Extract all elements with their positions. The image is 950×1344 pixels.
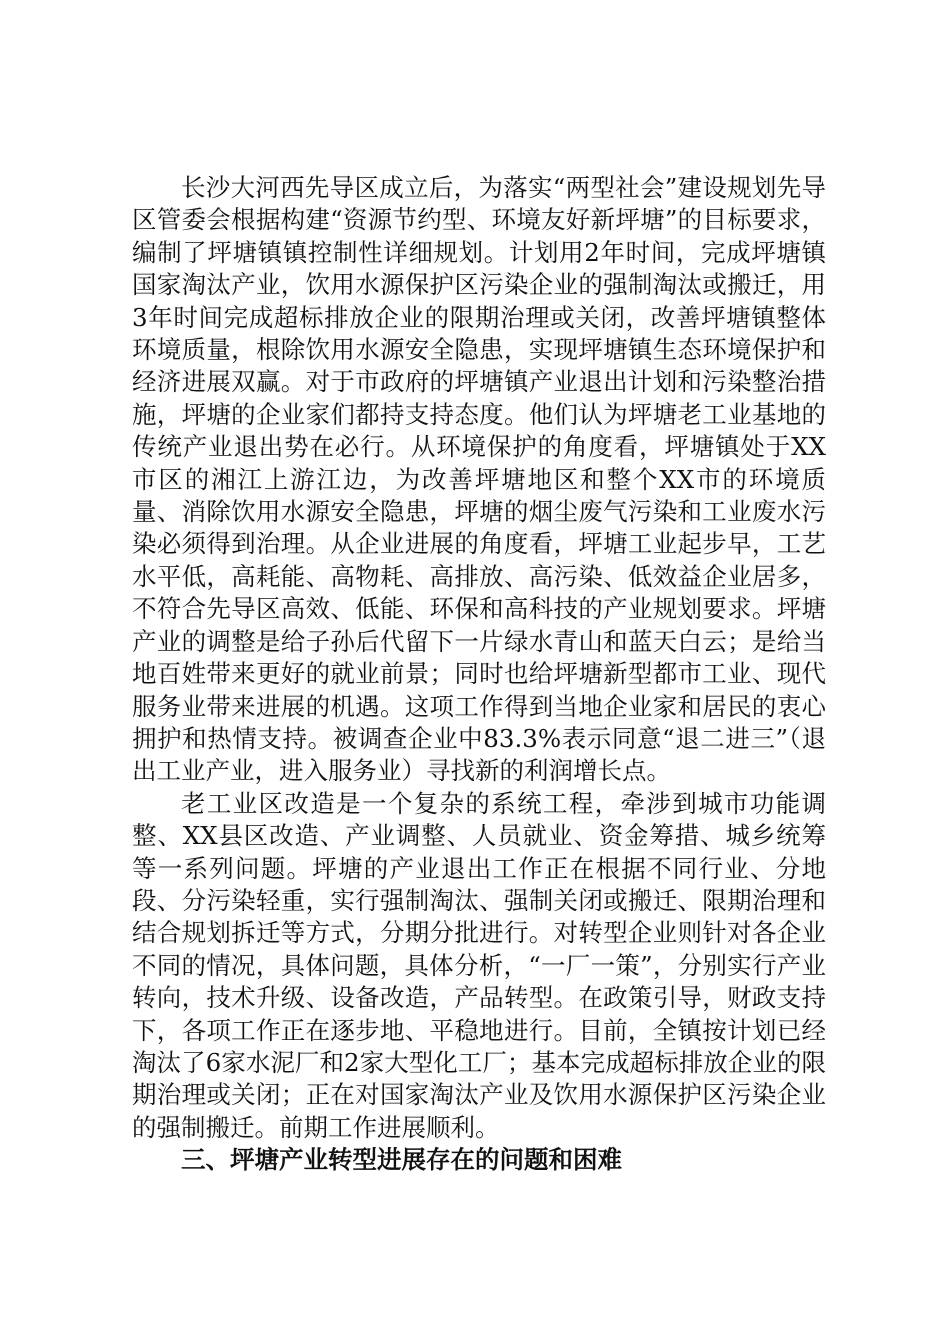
body-paragraph-1: 长沙大河西先导区成立后，为落实“两型社会”建设规划先导区管委会根据构建“资源节约型、环境友好新坪塘”的目标要求，编制了坪塘镇镇控制性详细规划。计划用2年时间，完成坪塘镇国家淘汰产业，饮用水源保护区污染企业的强制淘汰或搬迁，用3年时间完成超标排放企业的限期治理或关闭，改善坪塘镇整体环境质量，根除饮用水源安全隐患，实现坪塘镇生态环境保护和经济进展双赢。对于市政府的坪塘镇产业退出计划和污染整治措施，坪塘的企业家们都持支持态度。他们认为坪塘老工业基地的传统产业退出势在必行。从环境保护的角度看，坪塘镇处于XX市区的湘江上游江边，为改善坪塘地区和整个XX市的环境质量、消除饮用水源安全隐患，坪塘的烟尘废气污染和工业废水污染必须得到治理。从企业进展的角度看，坪塘工业起步早，工艺水平低，高耗能、高物耗、高排放、高污染、低效益企业居多，不符合先导区高效、低能、环保和高科技的产业规划要求。坪塘产业的调整是给子孙后代留下一片绿水青山和蓝天白云；是给当地百姓带来更好的就业前景；同时也给坪塘新型都市工业、现代服务业带来进展的机遇。这项工作得到当地企业家和居民的衷心拥护和热情支持。被调查企业中83.3%表示同意“退二进三”（退出工业产业，进入服务业）寻找新的利润增长点。 <box>132 173 826 786</box>
body-paragraph-2: 老工业区改造是一个复杂的系统工程，牵涉到城市功能调整、XX县区改造、产业调整、人员就业、资金筹措、城乡统筹等一系列问题。坪塘的产业退出工作正在根据不同行业、分地段、分污染轻重，实行强制淘汰、强制关闭或搬迁、限期治理和结合规划拆迁等方式，分期分批进行。对转型企业则针对各企业不同的情况，具体问题，具体分析，“一厂一策”，分别实行产业转向，技术升级、设备改造，产品转型。在政策引导，财政支持下，各项工作正在逐步地、平稳地进行。目前，全镇按计划已经淘汰了6家水泥厂和2家大型化工厂；基本完成超标排放企业的限期治理或关闭；正在对国家淘汰产业及饮用水源保护区污染企业的强制搬迁。前期工作进展顺利。 <box>132 788 826 1142</box>
document-page <box>132 172 826 1177</box>
section-heading: 三、坪塘产业转型进展存在的问题和困难 <box>181 1145 622 1175</box>
